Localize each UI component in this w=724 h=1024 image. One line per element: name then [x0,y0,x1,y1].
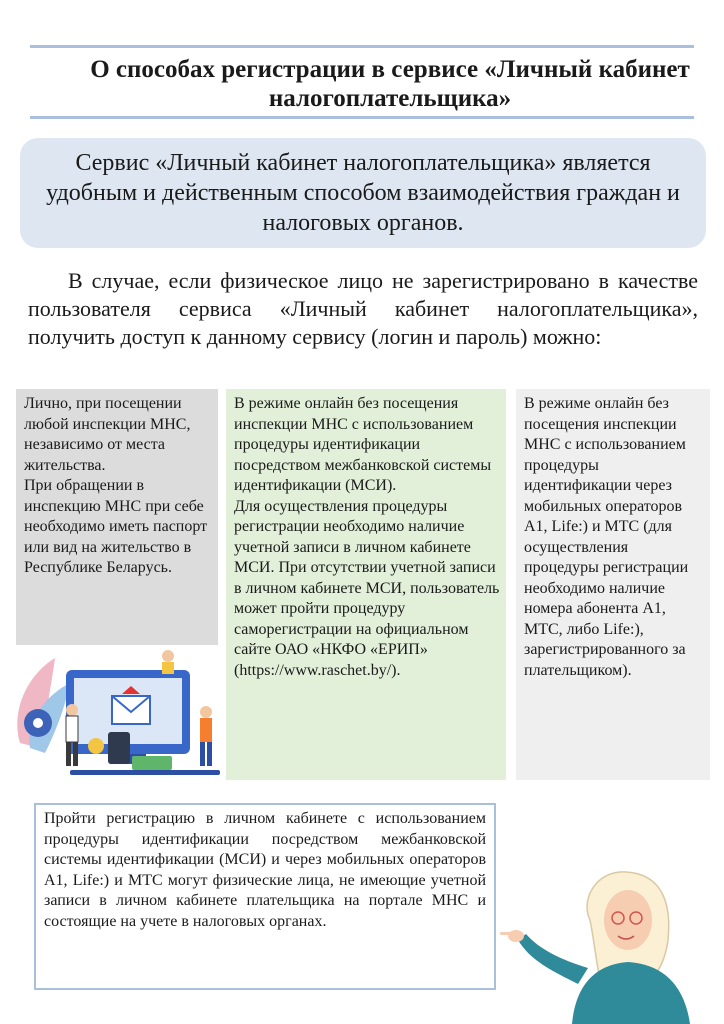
top-divider [30,45,694,48]
column-online-msi [226,389,506,780]
pointing-hand-icon [508,930,524,942]
online-msi-text: В режиме онлайн без посещения инспекции МНС с использованием процедуры идентификации посредством межбанковской системы идентификации (МСИ). [234,395,492,494]
face-icon [604,890,652,950]
page-title: О способах регистрации в сервисе «Личный кабинет налогоплательщика» [90,56,690,112]
column-online-mobile [516,389,710,780]
calculator-icon [108,732,130,764]
coin-icon [88,738,104,754]
column-personal-visit [16,389,218,645]
online-mobile-text: В режиме онлайн без посещения инспекции МНС с использованием процедуры идентификации через мобильных операторов А1, Life:) и МТС (для осуществления процедуры регистрации необходимо наличие номера абонента А1, МТС, либо Life:), зарегистрированного за плательщиком). [524,395,689,679]
person-right-icon [200,706,212,718]
arm-icon [518,934,588,984]
personal-visit-documents: При обращении в инспекцию МНС при себе необходимо иметь паспорт или вид на жительство в Республике Беларусь. [24,477,208,576]
intro-text [28,267,698,351]
info-note: Пройти регистрацию в личном кабинете с использованием процедуры идентификации посредством межбанковской системы идентификации (МСИ) и через мобильных операторов А1, Life:) и МТС могут физические лица, не имеющие учетной записи в личном кабинете плательщика на портале МНС и состоящие на учете в налоговых органах. [34,803,496,990]
intro-paragraph: В случае, если физическое лицо не зарегистрировано в качестве пользователя сервиса «Личный кабинет налогоплательщика», получить доступ к данному сервису (логин и пароль) можно: [28,268,698,349]
person-top-icon [162,650,174,662]
office-team-illustration [10,648,230,783]
person-left-icon [66,704,78,716]
banknote-icon [132,756,172,770]
pointing-woman-illustration [500,860,724,1024]
online-msi-requirements: Для осуществления процедуры регистрации необходимо наличие учетной записи в личном кабинете МСИ. При отсутствии учетной записи в личном кабинете МСИ, пользователь может пройти процедуру саморегистрации на официальном сайте ОАО «НКФО «ЕРИП» (https://www.raschet.by/). [234,497,500,679]
service-callout: Сервис «Личный кабинет налогоплательщика» является удобным и действенным способом взаимодействия граждан и налоговых органов. [20,138,706,248]
title-divider [30,116,694,119]
sweater-icon [572,962,690,1024]
personal-visit-text: Лично, при посещении любой инспекции МНС, независимо от места жительства. [24,395,191,474]
